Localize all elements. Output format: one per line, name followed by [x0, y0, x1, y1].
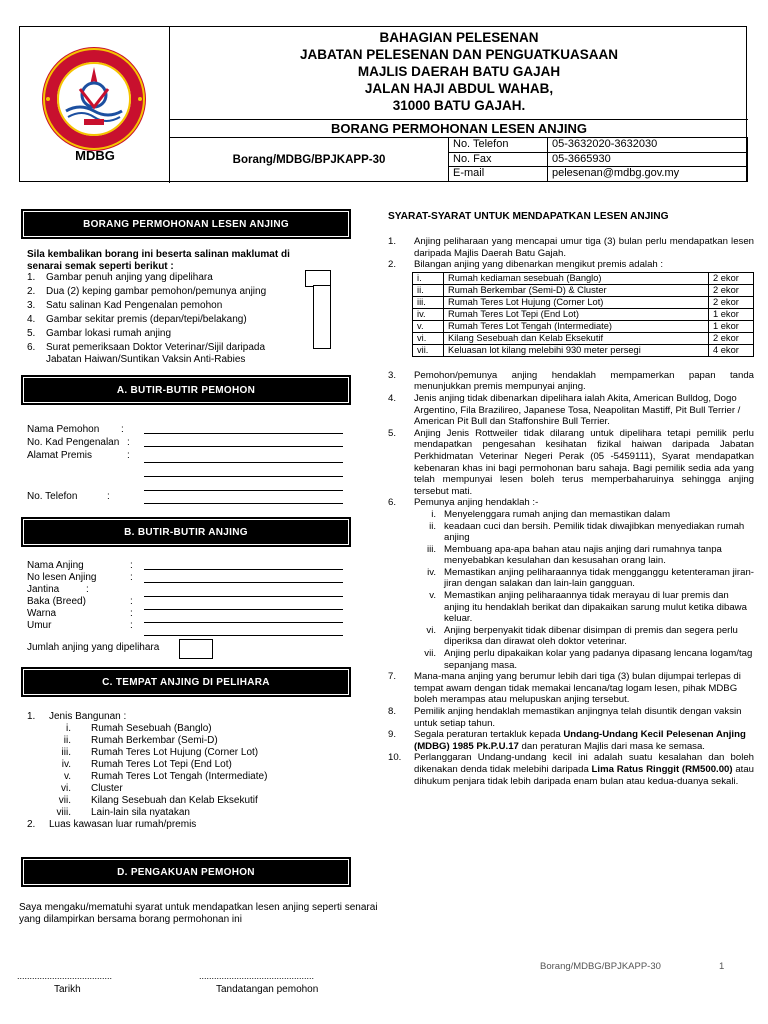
- label-kad-pengenalan: No. Kad Pengenalan: [27, 437, 120, 448]
- condition-item: 10. Perlanggaran Undang-undang kecil ini adalah suatu kesalahan dan boleh dikenakan denda tidak melebihi daripada Lima Ratus Ringgit (RM500.00) atau dihukum penjara tidak lebih daripada enam bulan atau kedua-duanya sekali.: [388, 752, 754, 787]
- condition-item: 6. Pemunya anjing hendaklah :-: [388, 497, 539, 509]
- contact-row: [449, 167, 748, 182]
- input-warna[interactable]: [144, 622, 343, 623]
- condition-item: 7. Mana-mana anjing yang berumur lebih dari tiga (3) bulan dijumpai terlepas di tempat awam dengan tidak memakai lencana/tag logam lesen, pihak MDBG boleh merampas atau melupuskan anjing tersebut.: [388, 671, 741, 706]
- condition-item: 1. Anjing peliharaan yang mencapai umur tiga (3) bulan perlu mendapatkan lesen daripada Majlis Daerah Batu Gajah.: [388, 236, 754, 259]
- condition-item: 8. Pemilik anjing hendaklah memastikan anjingnya telah disuntik dengan vaksin untuk setiap tahun.: [388, 706, 742, 729]
- list-item: i. Rumah Sesebuah (Banglo): [66, 723, 212, 734]
- colon: :: [107, 491, 110, 502]
- dept-line: MAJLIS DAERAH BATU GAJAH: [357, 64, 561, 79]
- declaration-text: Saya mengaku/mematuhi syarat untuk mendapatkan lesen anjing seperti senarai yang dilampirkan bersama borang permohonan ini: [19, 902, 378, 925]
- department-block: [170, 27, 748, 119]
- sub-item: vii. Anjing perlu dipakaikan kolar yang padanya dipasang lencana logam/tag sepanjang masa.: [424, 648, 753, 671]
- building-type-list: [27, 711, 327, 831]
- dept-line: BAHAGIAN PELESENAN: [379, 30, 539, 45]
- label-jantina: Jantina: [27, 584, 60, 595]
- logo-label: MDBG: [75, 148, 115, 163]
- conditions-list: [388, 236, 754, 787]
- checklist-item: 4. Gambar sekitar premis (depan/tepi/belakang): [27, 314, 247, 325]
- contact-row: [449, 152, 748, 167]
- input-jumlah-anjing[interactable]: [179, 639, 213, 659]
- table-row: vii. Keluasan lot kilang melebihi 930 meter persegi 4 ekor: [413, 344, 754, 356]
- sub-item: v. Memastikan anjing peliharaannya tidak merayau di luar premis dan anjing itu hendaklah berikat dan dipakaikan sarung mulut ketika dibawa keluar.: [429, 590, 747, 625]
- list-item: vi. Cluster: [61, 783, 123, 794]
- condition-item: 2. Bilangan anjing yang dibenarkan mengikut premis adalah :: [388, 259, 664, 271]
- checklist-item: Jabatan Haiwan/Suntikan Vaksin Anti-Rabies: [46, 354, 246, 365]
- form-code: Borang/MDBG/BPJKAPP-30: [232, 154, 386, 166]
- input-jantina[interactable]: [144, 596, 343, 597]
- dept-line: JALAN HAJI ABDUL WAHAB,: [364, 81, 554, 96]
- checklist: [27, 272, 312, 366]
- input-no-telefon[interactable]: [144, 503, 343, 504]
- checklist-item: 1. Gambar penuh anjing yang dipelihara: [27, 272, 213, 283]
- date-signature-line[interactable]: ......................................: [17, 971, 113, 981]
- input-nama-anjing[interactable]: [144, 569, 343, 570]
- table-row: vi. Kilang Sesebuah dan Kelab Eksekutif 2 ekor: [413, 332, 754, 344]
- contact-value[interactable]: pelesenan@mdbg.gov.my: [548, 167, 748, 182]
- form-header: [19, 26, 747, 182]
- list-item: ii. Rumah Berkembar (Semi-D): [63, 735, 218, 746]
- checklist-item: 3. Satu salinan Kad Pengenalan pemohon: [27, 300, 223, 311]
- checklist-item: 2. Dua (2) keping gambar pemohon/pemunya anjing: [27, 286, 267, 297]
- label-nama-pemohon: Nama Pemohon: [27, 424, 100, 435]
- sub-item: ii. keadaan cuci dan bersih. Pemilik tidak diwajibkan menyediakan rumah anjing: [429, 520, 745, 544]
- label-nama-anjing: Nama Anjing: [27, 560, 84, 571]
- table-row: v. Rumah Teres Lot Tengah (Intermediate) 1 ekor: [413, 320, 754, 332]
- section-d-banner: D. PENGAKUAN PEMOHON: [21, 857, 351, 887]
- input-umur[interactable]: [144, 635, 343, 636]
- label-no-lesen: No lesen Anjing: [27, 572, 97, 583]
- mdbg-logo: [40, 45, 148, 153]
- colon: :: [130, 596, 133, 607]
- condition-item: 5. Anjing Jenis Rottweiler tidak dilarang untuk dipelihara tetapi pemilik perlu mendapatkan pengesahan kesihatan fizikal haiwan daripada Jabatan Perkhidmatan Veterinar Negeri Perak (05 -5459111), Syarat mendapatkan kebenaran khas ini bagi permohonan baru sahaja. Bagi pemilik sedia ada yang telah mempunyai lesen boleh terus memperbaharuinya sehingga anjing tersebut mati.: [388, 427, 754, 497]
- main-banner: BORANG PERMOHONAN LESEN ANJING: [21, 209, 351, 239]
- colon: :: [130, 620, 133, 631]
- logo-cell: [20, 27, 170, 183]
- contact-table: [448, 137, 748, 182]
- input-alamat-2[interactable]: [144, 476, 343, 477]
- sub-item: iv. Memastikan anjing peliharaannya tidak mengganggu ketenteraman jiran-jiran dengan salakan dan lain-lain gangguan.: [427, 566, 754, 590]
- contact-label: No. Telefon: [449, 138, 548, 153]
- input-kad-pengenalan[interactable]: [144, 446, 343, 447]
- list-item: 2. Luas kawasan luar rumah/premis: [27, 819, 197, 830]
- label-baka: Baka (Breed): [27, 596, 86, 607]
- sub-item: i. Menyelenggara rumah anjing dan memastikan dalam: [431, 508, 671, 520]
- applicant-signature-line[interactable]: ..............................................: [199, 971, 315, 981]
- section-a-banner: A. BUTIR-BUTIR PEMOHON: [21, 375, 351, 405]
- list-item: vii. Kilang Sesebuah dan Kelab Eksekutif: [58, 795, 258, 806]
- input-nama-pemohon[interactable]: [144, 433, 343, 434]
- list-item: v. Rumah Teres Lot Tengah (Intermediate): [63, 771, 268, 782]
- condition-item: 4. Jenis anjing tidak dibenarkan dipelihara ialah Akita, American Bulldog, Dogo Argentino, Fila Brazilireo, Japanese Tosa, Neapolitan Mastiff, Pit Bull Terrier / American Pit Bull dan Staffonshire Bull Terrier.: [388, 392, 741, 428]
- colon: :: [127, 437, 130, 448]
- label-alamat-premis: Alamat Premis: [27, 450, 93, 461]
- label-tarikh: Tarikh: [54, 984, 81, 995]
- table-row: iii. Rumah Teres Lot Hujung (Corner Lot) 2 ekor: [413, 296, 754, 308]
- checklist-item: 6. Surat pemeriksaan Doktor Veterinar/Sijil daripada: [27, 342, 265, 353]
- checklist-item: 5. Gambar lokasi rumah anjing: [27, 328, 172, 339]
- contact-value: 05-3665930: [548, 152, 748, 167]
- condition-item: 3. Pemohon/pemunya anjing hendaklah mempamerkan papan tanda menunjukkan premis mempunyai anjing.: [388, 369, 754, 393]
- section-b-banner: B. BUTIR-BUTIR ANJING: [21, 517, 351, 547]
- label-jumlah-anjing: Jumlah anjing yang dipelihara: [27, 642, 160, 653]
- contact-label: E-mail: [449, 167, 548, 182]
- form-title: BORANG PERMOHONAN LESEN ANJING: [170, 119, 748, 138]
- list-item: iv. Rumah Teres Lot Tepi (End Lot): [61, 759, 232, 770]
- label-no-telefon: No. Telefon: [27, 491, 78, 502]
- table-row: ii. Rumah Berkembar (Semi-D) & Cluster 2 ekor: [413, 284, 754, 296]
- premises-table: [412, 272, 754, 357]
- colon: :: [130, 572, 133, 583]
- condition-item: 9. Segala peraturan tertakluk kepada Undang-Undang Kecil Pelesenan Anjing (MDBG) 1985 Pk.P.U.17 dan peraturan Majlis dari masa ke semasa.: [388, 729, 746, 752]
- label-umur: Umur: [27, 620, 52, 631]
- colon: :: [86, 584, 89, 595]
- sub-item: iii. Membuang apa-apa bahan atau najis anjing dari rumahnya tanpa menyebabkan kesulahan dan kesusahan orang lain.: [426, 543, 722, 567]
- dept-line: JABATAN PELESENAN DAN PENGUATKUASAAN: [299, 47, 618, 62]
- checklist-checkbox-column[interactable]: [313, 285, 331, 349]
- dog-fields: [27, 560, 127, 632]
- checklist-intro: Sila kembalikan borang ini beserta salinan maklumat di senarai semak seperti berikut :: [27, 249, 290, 272]
- input-alamat-3[interactable]: [144, 490, 343, 491]
- label-tandatangan: Tandatangan pemohon: [216, 984, 319, 995]
- dept-line: 31000 BATU GAJAH.: [392, 98, 526, 113]
- section-c-banner: C. TEMPAT ANJING DI PELIHARA: [21, 667, 351, 697]
- footer-form-code: Borang/MDBG/BPJKAPP-30: [540, 961, 661, 972]
- table-row: iv. Rumah Teres Lot Tepi (End Lot) 1 ekor: [413, 308, 754, 320]
- colon: :: [130, 560, 133, 571]
- conditions-title: SYARAT-SYARAT UNTUK MENDAPATKAN LESEN ANJING: [388, 211, 669, 222]
- contact-label: No. Fax: [449, 152, 548, 167]
- input-alamat-1[interactable]: [144, 462, 343, 463]
- contact-value: 05-3632020-3632030: [548, 138, 748, 153]
- sub-item: vi. Anjing berpenyakit tidak dibenar disimpan di premis dan segera perlu diperiksa dan dirawat oleh doktor veterinar.: [426, 624, 738, 648]
- table-row: i. Rumah kediaman sesebuah (Banglo) 2 ekor: [413, 272, 754, 284]
- input-baka[interactable]: [144, 609, 343, 610]
- list-item: viii. Lain-lain sila nyatakan: [56, 807, 190, 818]
- colon: :: [130, 608, 133, 619]
- colon: :: [127, 450, 130, 461]
- colon: :: [121, 424, 124, 435]
- premises-table-wrap: [412, 272, 754, 357]
- input-no-lesen[interactable]: [144, 582, 343, 583]
- list-item: 1. Jenis Bangunan :: [27, 711, 127, 722]
- page-number: 1: [719, 961, 725, 972]
- contact-row: [449, 138, 748, 153]
- label-warna: Warna: [27, 608, 57, 619]
- list-item: iii. Rumah Teres Lot Hujung (Corner Lot): [61, 747, 259, 758]
